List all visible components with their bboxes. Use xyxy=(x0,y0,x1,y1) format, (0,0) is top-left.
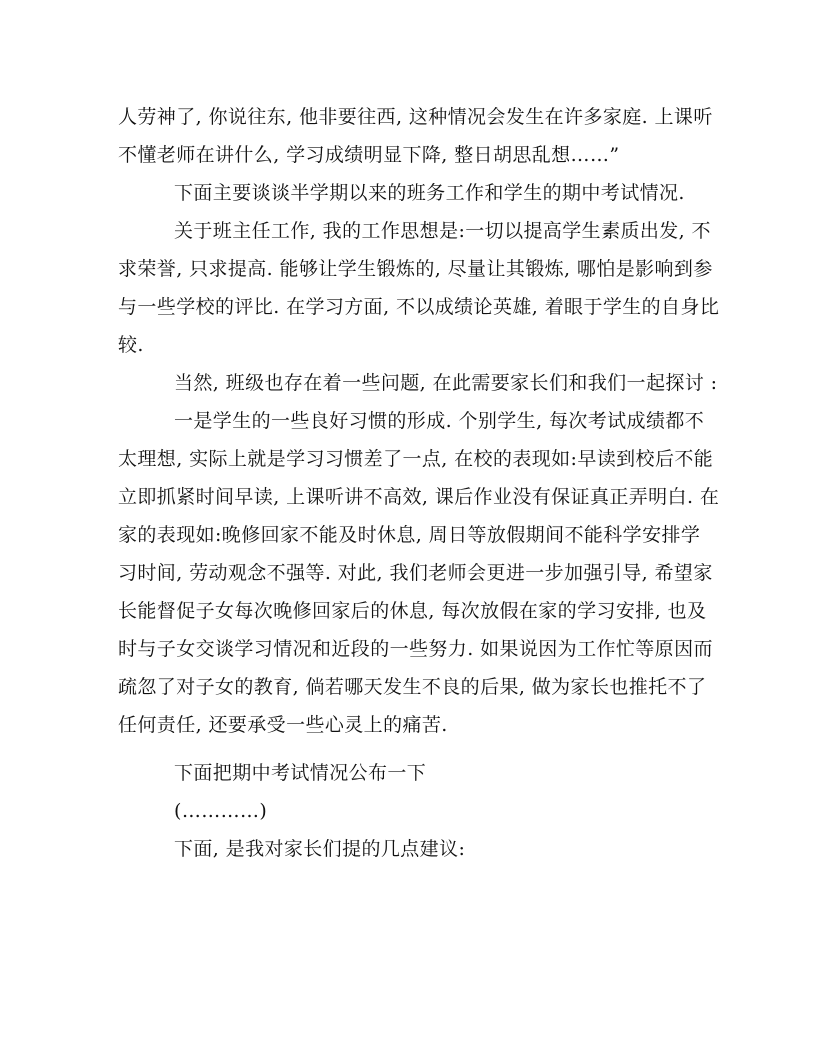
text-line: 较. xyxy=(118,334,144,356)
text-line: 求荣誉, 只求提高. 能够让学生锻炼的, 尽量让其锻炼, 哪怕是影响到参 xyxy=(118,258,713,280)
paragraph-6 xyxy=(118,754,702,792)
paragraph-5 xyxy=(118,402,720,744)
paragraph-3 xyxy=(118,212,720,364)
text-line: 当然, 班级也存在着一些问题, 在此需要家长们和我们一起探讨 : xyxy=(174,372,718,394)
paragraph-1 xyxy=(118,98,713,174)
text-line: 下面, 是我对家长们提的几点建议: xyxy=(174,838,466,860)
paragraph-4 xyxy=(118,364,718,402)
text-line: 不懂老师在讲什么, 学习成绩明显下降, 整日胡思乱想……” xyxy=(118,144,620,166)
text-line: 家的表现如:晚修回家不能及时休息, 周日等放假期间不能科学安排学 xyxy=(118,524,701,546)
text-line: 长能督促子女每次晚修回家后的休息, 每次放假在家的学习安排, 也及 xyxy=(118,600,707,622)
paragraph-7 xyxy=(118,792,702,830)
text-line: 太理想, 实际上就是学习习惯差了一点, 在校的表现如:早读到校后不能 xyxy=(118,448,714,470)
text-line: 下面把期中考试情况公布一下 xyxy=(174,762,427,784)
text-line: (…………) xyxy=(174,800,268,822)
text-line: 疏忽了对子女的教育, 倘若哪天发生不良的后果, 做为家长也推托不了 xyxy=(118,676,707,698)
text-line: 一是学生的一些良好习惯的形成. 个别学生, 每次考试成绩都不 xyxy=(174,410,705,432)
document-body xyxy=(118,98,720,868)
text-line: 关于班主任工作, 我的工作思想是:一切以提高学生素质出发, 不 xyxy=(174,220,711,242)
paragraph-8 xyxy=(118,830,702,868)
text-line: 立即抓紧时间早读, 上课听讲不高效, 课后作业没有保证真正弄明白. 在 xyxy=(118,486,720,508)
text-line: 与一些学校的评比. 在学习方面, 不以成绩论英雄, 着眼于学生的自身比 xyxy=(118,296,720,318)
text-line: 任何责任, 还要承受一些心灵上的痛苦. xyxy=(118,714,448,736)
text-line: 下面主要谈谈半学期以来的班务工作和学生的期中考试情况. xyxy=(174,182,685,204)
text-line: 习时间, 劳动观念不强等. 对此, 我们老师会更进一步加强引导, 希望家 xyxy=(118,562,713,584)
text-line: 时与子女交谈学习情况和近段的一些努力. 如果说因为工作忙等原因而 xyxy=(118,638,713,660)
paragraph-2 xyxy=(118,174,702,212)
text-line: 人劳神了, 你说往东, 他非要往西, 这种情况会发生在许多家庭. 上课听 xyxy=(118,106,713,128)
